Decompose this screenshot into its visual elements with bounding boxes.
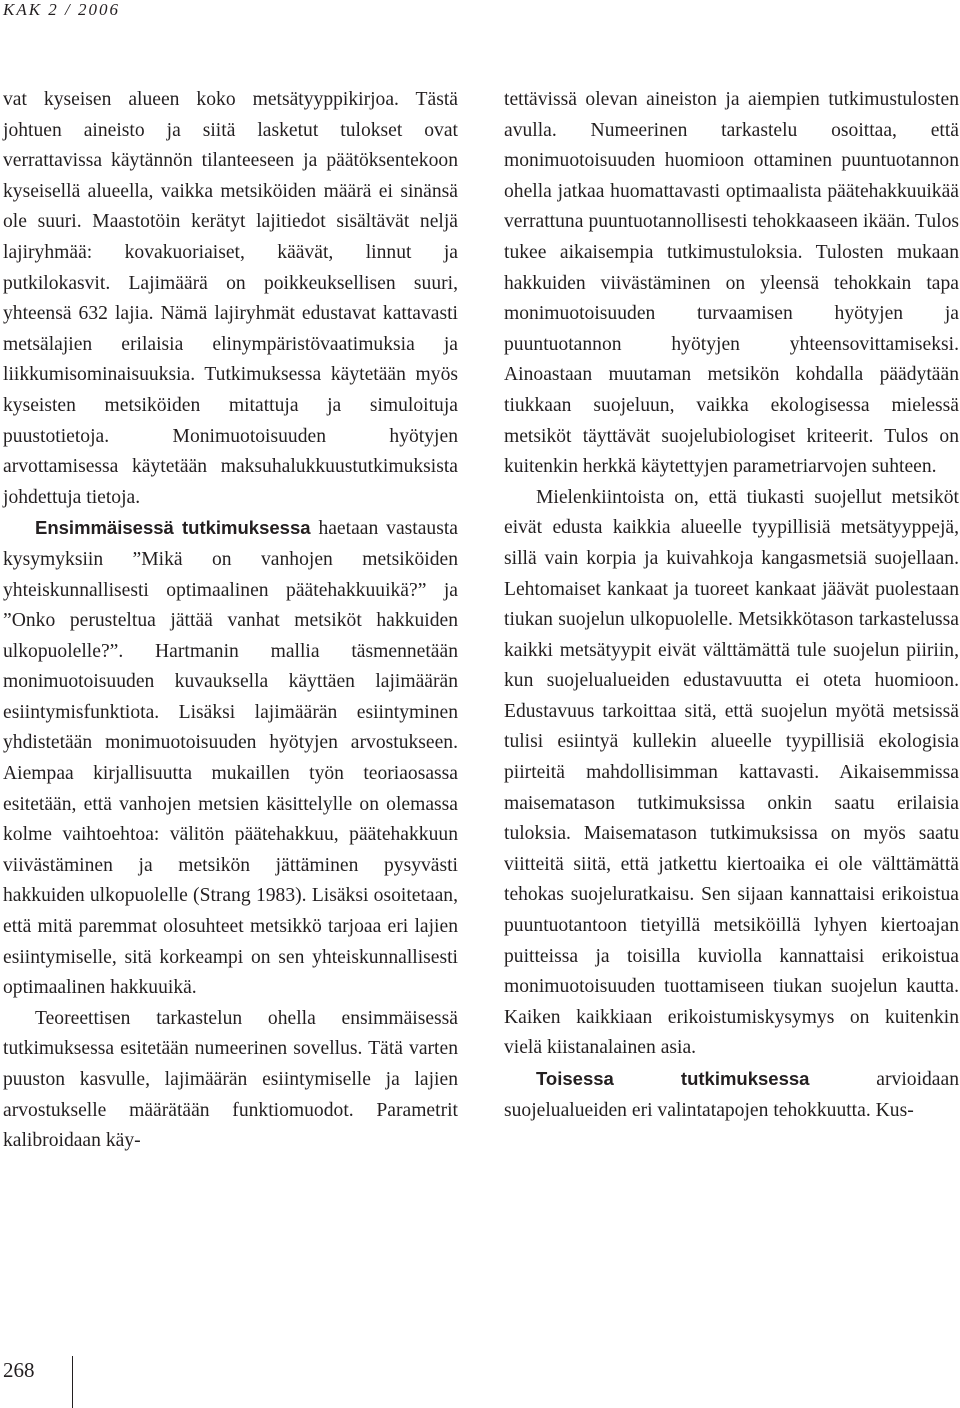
right-paragraph-3	[504, 1064, 959, 1126]
right-paragraph-1: tettävissä olevan aineiston ja aiempien tutkimustulosten avulla. Numeerinen tarkastelu osoittaa, että monimuotoisuuden huomioon ottaminen puuntuotannon ohella jatkaa huomattavasti optimaalista päätehakkuuikää verrattuna puuntuotannollisesti tehokkaaseen ikään. Tulos tukee aikaisempia tutkimustuloksia. Tulosten mukaan hakkuiden viivästäminen on yleensä tehokkain tapa monimuotoisuuden turvaamisen hyötyjen ja puuntuotannon hyötyjen yhteensovittamiseksi. Ainoastaan muutaman metsikön kohdalla päädytään tiukkaan suojeluun, vaikka ekologisessa mielessä metsiköt täyttävät suojelubiologiset kriteerit. Tulos on kuitenkin herkkä käytettyjen parametriarvojen suhteen.	[504, 89, 959, 478]
right-paragraph-2: Mielenkiintoista on, että tiukasti suojellut metsiköt eivät edusta kaikkia alueelle tyypillisiä metsätyyppejä, sillä vain korpia ja kuivahkoja kangasmetsiä suojellaan. Lehtomaiset kankaat ja tuoreet kankaat jäävät puolestaan tiukan suojelun ulkopuolelle. Metsikkötason tarkastelussa kaikki metsätyypit eivät välttämättä tule suojelun piiriin, kun suojelualueiden edustavuutta ei oteta huomioon. Edustavuus tarkoittaa sitä, että suojelun myötä metsissä tulisi esiintyä kullekin alueelle tyypillisiä ekologisia piirteitä mahdollisimman kattavasti. Aikaisemmissa maisematason tutkimuksissa onkin saatu erilaisia tuloksia. Maisematason tutkimuksissa on myös saatu viitteitä siitä, että jatkettu kiertoaika ei ole välttämättä tehokas suojeluratkaisu. Sen sijaan kannattaisi erikoistua puuntuotantoon tietyillä metsiköillä lyhyen kiertoajan puitteissa ja toisilla kuviolla kannattaisi erikoistua monimuotoisuuden tuottamiseen tiukan suojelun kautta. Kaiken kaikkiaan erikoistumiskysymys on kuitenkin vielä kiistanalainen asia.	[504, 486, 959, 1059]
right-column	[504, 85, 959, 1126]
left-paragraph-3: Teoreettisen tarkastelun ohella ensimmäisessä tutkimuksessa esitetään numeerinen sovellus. Tätä varten puuston kasvulle, lajimäärän esiintymiselle ja lajien arvostukselle määrätään funktiomuodot. Parametrit kalibroidaan käy-	[3, 1007, 458, 1152]
left-paragraph-2-heading: Ensimmäisessä tutkimuksessa	[35, 517, 311, 539]
left-paragraph-2	[3, 513, 458, 1004]
left-paragraph-1: vat kyseisen alueen koko metsätyyppikirjoa. Tästä johtuen aineisto ja siitä lasketut tulokset ovat verrattavissa käytännön tilanteeseen ja päätöksentekoon kyseisellä alueella, vaikka metsiköiden määrä ei sinänsä ole suuri. Maastotöin kerätyt lajitiedot sisältävät neljä lajiryhmää: kovakuoriaiset, käävät, linnut ja putkilokasvit. Lajimäärä on poikkeuksellisen suuri, yhteensä 632 lajia. Nämä lajiryhmät edustavat kattavasti metsälajien erilaisia elinympäristövaatimuksia ja liikkumisominaisuuksia. Tutkimuksessa käytetään myös kyseisten metsiköiden mitattuja ja simuloituja puustotietoja. Monimuotoisuuden hyötyjen arvottamisessa käytetään maksuhalukkuustutkimuksista johdettuja tietoja.	[3, 89, 458, 508]
right-paragraph-3-text: arvioidaan suojelualueiden eri valintatapojen tehokkuutta. Kus-	[504, 1069, 959, 1121]
left-column	[3, 85, 458, 1157]
page-number: 268	[3, 1358, 35, 1382]
running-head: KAK 2 / 2006	[3, 0, 121, 19]
left-paragraph-2-text: haetaan vastausta kysymyksiin ”Mikä on vanhojen metsiköiden yhteiskunnallisesti optimaalinen päätehakkuuikä?” ja ”Onko perusteltua jättää vanhat metsiköt hakkuiden ulkopuolelle?”. Hartmanin mallia täsmennetään monimuotoisuuden kuvauksella käyttäen lajimäärän esiintymisfunktiota. Lisäksi lajimäärän esiintyminen yhdistetään monimuotoisuuden hyötyjen arvostukseen. Aiempaa kirjallisuutta mukaillen työn teoriaosassa esitetään, että vanhojen metsien käsittelylle on olemassa kolme vaihtoehtoa: välitön päätehakkuu, päätehakkuun viivästäminen ja metsikön jättäminen pysyvästi hakkuiden ulkopuolelle (Strang 1983). Lisäksi osoitetaan, että mitä paremmat olosuhteet metsikkö tarjoaa eri lajien esiintymiselle, sitä korkeampi on sen yhteiskunnallisesti optimaalinen hakkuuikä.	[3, 518, 458, 999]
right-paragraph-3-heading: Toisessa tutkimuksessa	[536, 1068, 810, 1089]
footer-divider	[72, 1356, 73, 1408]
